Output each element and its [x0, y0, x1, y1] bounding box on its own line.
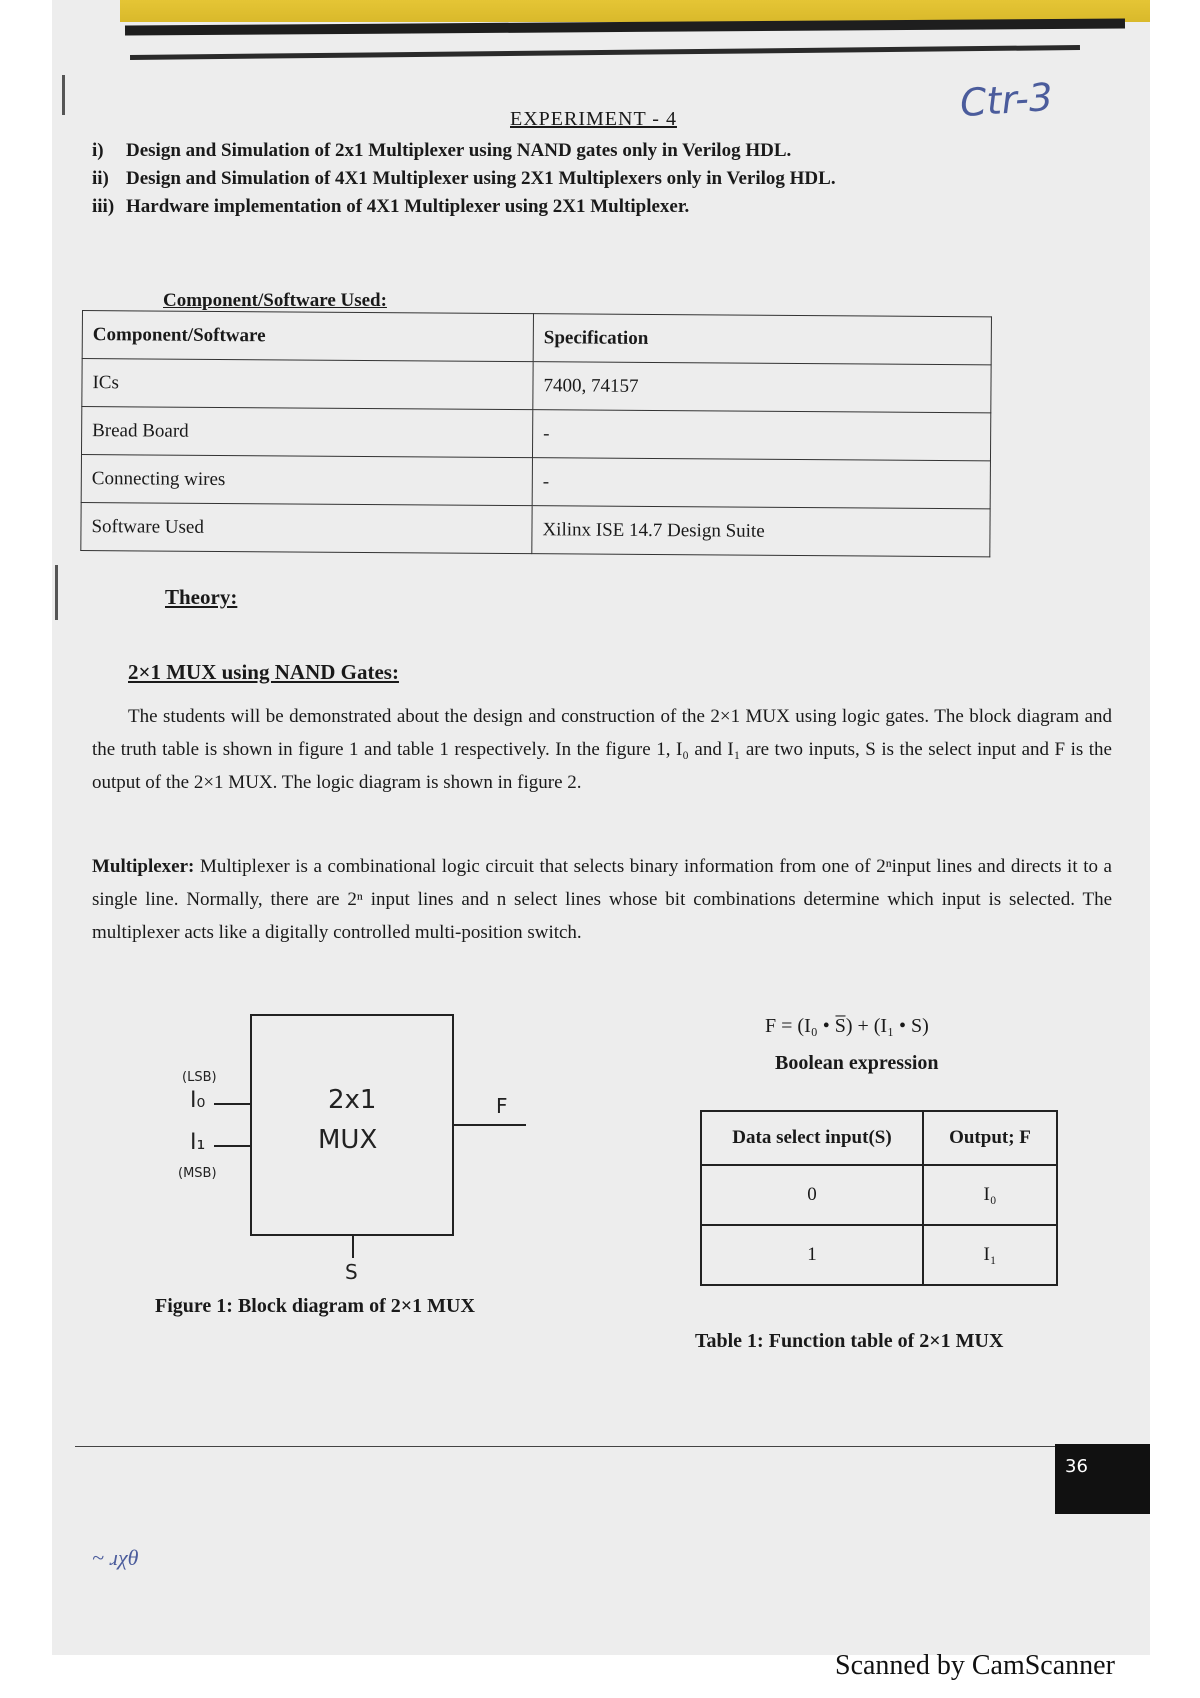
input-i1-label: I₁ [190, 1130, 206, 1155]
table-cell: I₁ [923, 1225, 1057, 1285]
figure-caption: Figure 1: Block diagram of 2×1 MUX [155, 1295, 475, 1317]
table-row [81, 454, 990, 508]
components-table [80, 310, 992, 557]
objective-label: iii) [92, 196, 115, 217]
table-cell: Bread Board [81, 407, 532, 458]
objective-text: Hardware implementation of 4X1 Multiplexer using 2X1 Multiplexer. [126, 196, 690, 217]
table-cell: - [532, 410, 990, 461]
experiment-title: EXPERIMENT - 4 [510, 108, 677, 130]
page-number-box [1055, 1444, 1150, 1514]
handwritten-tag: Ctr-3 [958, 74, 1055, 126]
output-wire [452, 1124, 526, 1126]
table-header-cell: Output; F [923, 1111, 1057, 1165]
select-wire [352, 1234, 354, 1258]
objective-label: i) [92, 140, 104, 161]
multiplexer-paragraph [92, 850, 1112, 949]
table-cell: Connecting wires [81, 454, 532, 505]
table-row [82, 359, 991, 413]
msb-label: (MSB) [178, 1166, 217, 1181]
components-heading: Component/Software Used: [163, 290, 387, 311]
table-caption: Table 1: Function table of 2×1 MUX [695, 1330, 1004, 1352]
table-cell: ICs [82, 359, 533, 410]
block-diagram [150, 1000, 570, 1290]
boolean-label: Boolean expression [775, 1052, 939, 1074]
scanner-watermark: Scanned by CamScanner [835, 1650, 1115, 1681]
table-row [701, 1165, 1057, 1225]
boolean-expression: F = (I₀ • S̅) + (I₁ • S) [765, 1015, 929, 1037]
mux-label-size: 2x1 [328, 1085, 377, 1115]
table-row [81, 407, 990, 461]
multiplexer-definition: Multiplexer is a combinational logic circuit that selects binary information from one of 2ⁿinput lines and directs it to a single line. Normally, there are 2ⁿ input lines and n select lines whose bit combinations determine which input is selected. The multiplexer acts like a digitally controlled multi-position switch. [92, 856, 1112, 943]
table-cell: Xilinx ISE 14.7 Design Suite [532, 506, 990, 557]
objective-text: Design and Simulation of 4X1 Multiplexer using 2X1 Multiplexers only in Verilog HDL. [126, 168, 836, 189]
table-cell: I₀ [923, 1165, 1057, 1225]
table-header-cell: Component/Software [82, 311, 533, 362]
table-header-cell: Data select input(S) [701, 1111, 923, 1165]
page-number: 36 [1065, 1456, 1088, 1477]
table-cell: 7400, 74157 [533, 362, 991, 413]
table-header-row [82, 311, 991, 365]
objective-1 [92, 140, 791, 162]
table-header-cell: Specification [533, 314, 991, 365]
table-row [701, 1225, 1057, 1285]
theory-paragraph: The students will be demonstrated about the design and construction of the 2×1 MUX using logic gates. The block diagram and the truth table is shown in figure 1 and table 1 respectively. In the figure 1, I₀ and I₁ are two inputs, S is the select input and F is the output of the 2×1 MUX. The logic diagram is shown in figure 2. [92, 706, 1112, 793]
page-margin [0, 0, 52, 1698]
margin-mark [55, 565, 58, 620]
table-cell: 0 [701, 1165, 923, 1225]
input-i0-label: I₀ [190, 1088, 206, 1113]
multiplexer-term: Multiplexer: [92, 856, 195, 877]
table-row [81, 502, 990, 556]
input-i1-wire [214, 1145, 250, 1147]
document-page [52, 0, 1150, 1655]
table-header-row [701, 1111, 1057, 1165]
input-i0-wire [214, 1103, 250, 1105]
table-cell: Software Used [81, 502, 532, 553]
lsb-label: (LSB) [182, 1070, 217, 1085]
objective-3 [92, 196, 689, 218]
mux-label-name: MUX [318, 1125, 378, 1155]
objective-label: ii) [92, 168, 109, 189]
objective-text: Design and Simulation of 2x1 Multiplexer using NAND gates only in Verilog HDL. [126, 140, 792, 161]
footer-rule [75, 1446, 1055, 1447]
section-title: 2×1 MUX using NAND Gates: [128, 660, 399, 684]
handwritten-signature: ~ ɹχθ [92, 1545, 139, 1570]
output-f-label: F [496, 1094, 508, 1118]
theory-heading: Theory: [165, 585, 238, 609]
select-s-label: S [345, 1260, 358, 1284]
table-cell: 1 [701, 1225, 923, 1285]
function-table [700, 1110, 1058, 1286]
table-cell: - [532, 458, 990, 509]
margin-mark [62, 75, 65, 115]
objective-2 [92, 168, 836, 190]
